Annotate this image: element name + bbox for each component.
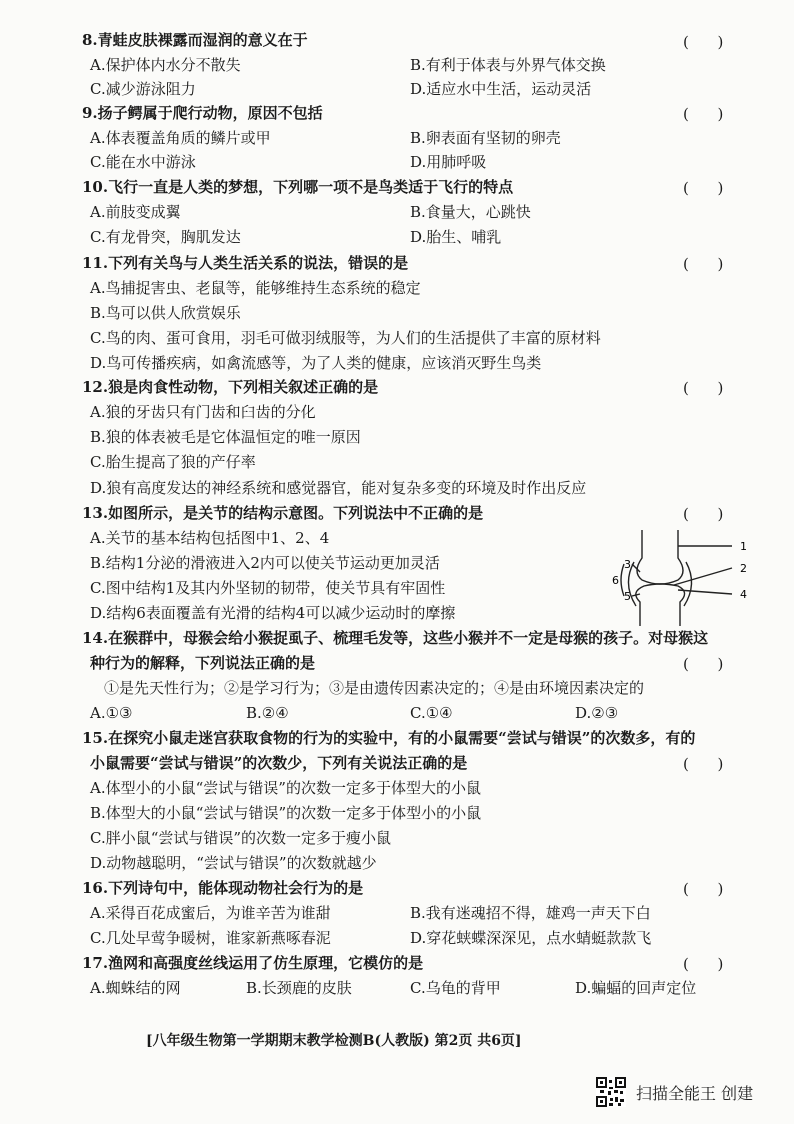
answer-blank-13: ( )	[683, 505, 724, 523]
question-9-option-c: C.能在水中游泳	[90, 153, 196, 171]
question-15-option-d: D.动物越聪明，“尝试与错误”的次数就越少	[90, 854, 377, 872]
question-13-option-d: D.结构6表面覆盖有光滑的结构4可以减少运动时的摩擦	[90, 604, 456, 622]
question-14-option-d: D.②③	[575, 704, 619, 722]
answer-blank-11: ( )	[683, 255, 724, 273]
question-13-option-a: A.关节的基本结构包括图中1、2、4	[90, 529, 330, 547]
question-15-option-b: B.体型大的小鼠“尝试与错误”的次数一定多于体型小的小鼠	[90, 804, 482, 822]
answer-blank-10: ( )	[683, 179, 724, 197]
figure-label-3: 3	[624, 558, 631, 571]
capsule-right-shape	[684, 562, 692, 606]
scanner-label: 扫描全能王 创建	[636, 1083, 754, 1103]
answer-blank-17: ( )	[683, 955, 724, 973]
answer-blank-16: ( )	[683, 880, 724, 898]
question-16-option-b: B.我有迷魂招不得，雄鸡一声天下白	[410, 904, 651, 922]
question-14-note: ①是先天性行为；②是学习行为；③是由遗传因素决定的；④是由环境因素决定的	[104, 679, 645, 697]
question-12-stem: 12.狼是肉食性动物，下列相关叙述正确的是	[82, 378, 379, 396]
upper-bone-shape	[637, 530, 683, 584]
question-16-option-d: D.穿花蛱蝶深深见，点水蜻蜓款款飞	[410, 929, 652, 947]
question-10-option-c: C.有龙骨突，胸肌发达	[90, 228, 241, 246]
qr-code-icon	[596, 1077, 626, 1107]
joint-structure-diagram	[612, 528, 762, 628]
figure-label-2: 2	[740, 562, 747, 575]
question-15-option-a: A.体型小的小鼠“尝试与错误”的次数一定多于体型大的小鼠	[90, 779, 481, 797]
figure-label-5: 5	[624, 590, 631, 603]
question-17-option-a: A.蜘蛛结的网	[90, 979, 181, 997]
question-13-option-c: C.图中结构1及其内外坚韧的韧带，使关节具有牢固性	[90, 579, 446, 597]
question-10-option-b: B.食量大，心跳快	[410, 203, 531, 221]
question-10-stem: 10.飞行一直是人类的梦想，下列哪一项不是鸟类适于飞行的特点	[82, 178, 514, 196]
question-14-stem-continued: 种行为的解释，下列说法正确的是	[90, 654, 316, 672]
question-13-stem: 13.如图所示，是关节的结构示意图。下列说法中不正确的是	[82, 504, 484, 522]
question-11-option-b: B.鸟可以供人欣赏娱乐	[90, 304, 241, 322]
page-footer: [八年级生物第一学期期末教学检测B(人教版) 第2页 共6页]	[146, 1033, 522, 1049]
question-17-option-d: D.蝙蝠的回声定位	[575, 979, 697, 997]
question-15-stem-continued: 小鼠需要“尝试与错误”的次数少，下列有关说法正确的是	[90, 754, 468, 772]
question-16-stem: 16.下列诗句中，能体现动物社会行为的是	[82, 879, 364, 897]
question-12-option-b: B.狼的体表被毛是它体温恒定的唯一原因	[90, 428, 361, 446]
question-17-option-c: C.乌龟的背甲	[410, 979, 501, 997]
question-14-option-b: B.②④	[246, 704, 289, 722]
question-8-option-b: B.有利于体表与外界气体交换	[410, 56, 606, 74]
question-16-option-a: A.采得百花成蜜后，为谁辛苦为谁甜	[90, 904, 331, 922]
question-12-option-a: A.狼的牙齿只有门齿和臼齿的分化	[90, 403, 316, 421]
question-13-option-b: B.结构1分泌的滑液进入2内可以使关节运动更加灵活	[90, 554, 440, 572]
question-17-stem: 17.渔网和高强度丝线运用了仿生原理，它模仿的是	[82, 954, 424, 972]
question-8-option-c: C.减少游泳阻力	[90, 80, 196, 98]
figure-label-4: 4	[740, 588, 747, 601]
question-14-option-a: A.①③	[90, 704, 133, 722]
question-9-option-b: B.卵表面有坚韧的卵壳	[410, 129, 561, 147]
question-11-option-d: D.鸟可传播疾病，如禽流感等，为了人类的健康，应该消灭野生鸟类	[90, 354, 542, 372]
question-11-option-a: A.鸟捕捉害虫、老鼠等，能够维持生态系统的稳定	[90, 279, 421, 297]
question-8-option-a: A.保护体内水分不散失	[90, 56, 241, 74]
question-14-option-c: C.①④	[410, 704, 453, 722]
question-8-option-d: D.适应水中生活，运动灵活	[410, 80, 592, 98]
question-10-option-d: D.胎生、哺乳	[410, 228, 502, 246]
answer-blank-15: ( )	[683, 755, 724, 773]
answer-blank-8: ( )	[683, 33, 724, 51]
question-16-option-c: C.几处早莺争暖树，谁家新燕啄春泥	[90, 929, 331, 947]
lower-bone-shape	[636, 584, 685, 626]
question-17-option-b: B.长颈鹿的皮肤	[246, 979, 352, 997]
question-14-stem: 14.在猴群中，母猴会给小猴捉虱子、梳理毛发等，这些小猴并不一定是母猴的孩子。对母猴这	[82, 629, 709, 647]
question-9-option-d: D.用肺呼吸	[410, 153, 487, 171]
question-15-option-c: C.胖小鼠“尝试与错误”的次数一定多于瘦小鼠	[90, 829, 392, 847]
question-8-stem: 8.青蛙皮肤裸露而湿润的意义在于	[82, 31, 308, 49]
question-11-stem: 11.下列有关鸟与人类生活关系的说法，错误的是	[82, 254, 409, 272]
figure-label-6: 6	[612, 574, 619, 587]
question-9-option-a: A.体表覆盖角质的鳞片或甲	[90, 129, 271, 147]
question-9-stem: 9.扬子鳄属于爬行动物，原因不包括	[82, 104, 323, 122]
question-15-stem: 15.在探究小鼠走迷宫获取食物的行为的实验中，有的小鼠需要“尝试与错误”的次数多，有的	[82, 729, 696, 747]
answer-blank-14: ( )	[683, 655, 724, 673]
question-10-option-a: A.前肢变成翼	[90, 203, 181, 221]
scanner-watermark	[596, 1077, 753, 1107]
answer-blank-9: ( )	[683, 105, 724, 123]
question-12-option-d: D.狼有高度发达的神经系统和感觉器官，能对复杂多变的环境及时作出反应	[90, 479, 587, 497]
question-11-option-c: C.鸟的肉、蛋可食用，羽毛可做羽绒服等，为人们的生活提供了丰富的原材料	[90, 329, 601, 347]
answer-blank-12: ( )	[683, 379, 724, 397]
figure-label-1: 1	[740, 540, 747, 553]
question-12-option-c: C.胎生提高了狼的产仔率	[90, 453, 256, 471]
